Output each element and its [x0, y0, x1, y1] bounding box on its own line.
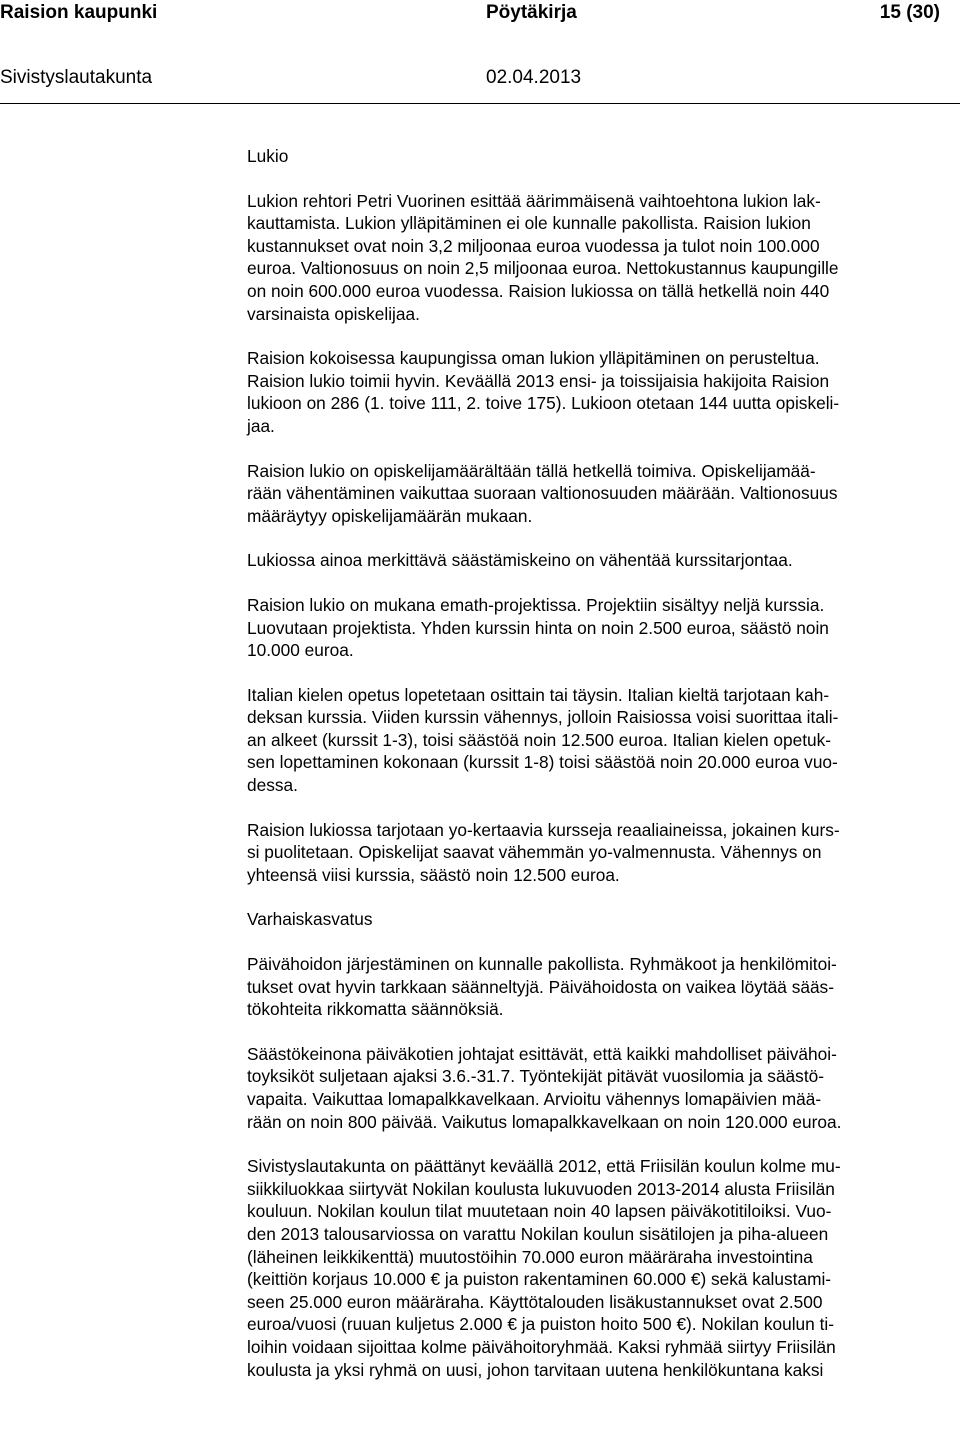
paragraph: Lukiossa ainoa merkittävä säästämiskeino on vähentää kurssitarjontaa. — [247, 550, 793, 571]
document-body — [247, 145, 952, 1403]
header-divider — [0, 103, 960, 104]
paragraph: Raision lukiossa tarjotaan yo-kertaavia kursseja reaaliaineissa, jokainen kurs- si puolitetaan. Opiskelijat saavat vähemmän yo-valmennusta. Vähennys on yhteensä viisi kurssia, säästö noin 12.500 euroa. — [247, 819, 840, 885]
paragraph: Lukion rehtori Petri Vuorinen esittää äärimmäisenä vaihtoehtona lukion lak- kauttamista. Lukion ylläpitäminen ei ole kunnalle pakollista. Raision lukion kustannukset ovat noin 3,2 miljoonaa euroa vuodessa ja tulot noin 100.000 euroa. Valtionosuus on noin 2,5 miljoonaa euroa. Nettokustannus kaupungille on noin 600.000 euroa vuodessa. Raision lukiossa on tällä hetkellä noin 440 varsinaista opiskelijaa. — [247, 190, 839, 324]
paragraph: Säästökeinona päiväkotien johtajat esittävät, että kaikki mahdolliset päivähoi- toyksiköt suljetaan ajaksi 3.6.-31.7. Työntekijät pitävät vuosilomia ja säästö- vapaita. Vaikuttaa lomapalkkavelkaan. Arvioitu vähennys lomapäivien mää- rään on noin 800 päivää. Vaikutus lomapalkkavelkaan on noin 120.000 euroa. — [247, 1043, 842, 1132]
paragraph: Raision kokoisessa kaupungissa oman lukion ylläpitäminen on perusteltua. Raision lukio toimii hyvin. Keväällä 2013 ensi- ja toissijaisia hakijoita Raision lukioon on 286 (1. toive 111, 2. toive 175). Lukioon otetaan 144 uutta opiskeli- jaa. — [247, 348, 840, 436]
document-header — [0, 0, 960, 26]
section-heading-lukio: Lukio — [247, 146, 289, 166]
section-heading-varhaiskasvatus: Varhaiskasvatus — [247, 909, 373, 930]
paragraph: Raision lukio on mukana emath-projektissa. Projektiin sisältyy neljä kurssia. Luovutaan projektista. Yhden kurssin hinta on noin 2.500 euroa, säästö noin 10.000 euroa. — [247, 594, 829, 661]
meeting-date: 02.04.2013 — [486, 67, 582, 88]
document-type: Pöytäkirja — [486, 2, 577, 23]
page-number: 15 (30) — [879, 2, 940, 23]
paragraph: Raision lukio on opiskelijamäärältään tällä hetkellä toimiva. Opiskelijamää- rään vähentäminen vaikuttaa suoraan valtionosuuden määrään. Valtionosuus määräytyy opiskelijamäärän mukaan. — [247, 460, 838, 526]
paragraph: Päivähoidon järjestäminen on kunnalle pakollista. Ryhmäkoot ja henkilömitoi- tukset ovat hyvin tarkkaan säänneltyjä. Päivähoidosta on vaikea löytää sääs- tökohteita rikkomatta säännöksiä. — [247, 954, 837, 1020]
document-subheader — [0, 65, 960, 91]
paragraph: Italian kielen opetus lopetetaan osittain tai täysin. Italian kieltä tarjotaan kah- deksan kurssia. Viiden kurssin vähennys, jolloin Raisiossa voisi suorittaa itali- an alkeet (kurssit 1-3), toisi säästöä noin 12.500 euroa. Italian kielen opetuk- sen lopettaminen kokonaan (kurssit 1-8) toisi säästöä noin 20.000 euroa vuo- dessa. — [247, 684, 839, 796]
organization-name: Raision kaupunki — [0, 2, 158, 23]
committee-name: Sivistyslautakunta — [0, 67, 153, 88]
paragraph: Sivistyslautakunta on päättänyt keväällä 2012, että Friisilän koulun kolme mu- siikkiluokkaa siirtyvät Nokilan koulusta lukuvuoden 2013-2014 alusta Friisilän kouluun. Nokilan koulun tilat muutetaan noin 40 lapsen päiväkotitiloiksi. Vuo- den 2013 talousarviossa on varattu Nokilan koulun sisätilojen ja piha-alueen (läheinen leikkikenttä) muutostöihin 70.000 euron määräraha investointina (keittiön korjaus 10.000 € ja puiston rakentaminen 60.000 €) sekä kalustami- seen 25.000 euron määräraha. Käyttötalouden lisäkustannukset ovat 2.500 euroa/vuosi (ruuan kuljetus 2.000 € ja puiston hoito 500 €). Nokilan koulun ti- loihin voidaan sijoittaa kolme päivähoitoryhmää. Kaksi ryhmää siirtyy Friisilän koulusta ja yksi ryhmä on uusi, johon tarvitaan uutena henkilökuntana kaksi — [247, 1156, 841, 1380]
